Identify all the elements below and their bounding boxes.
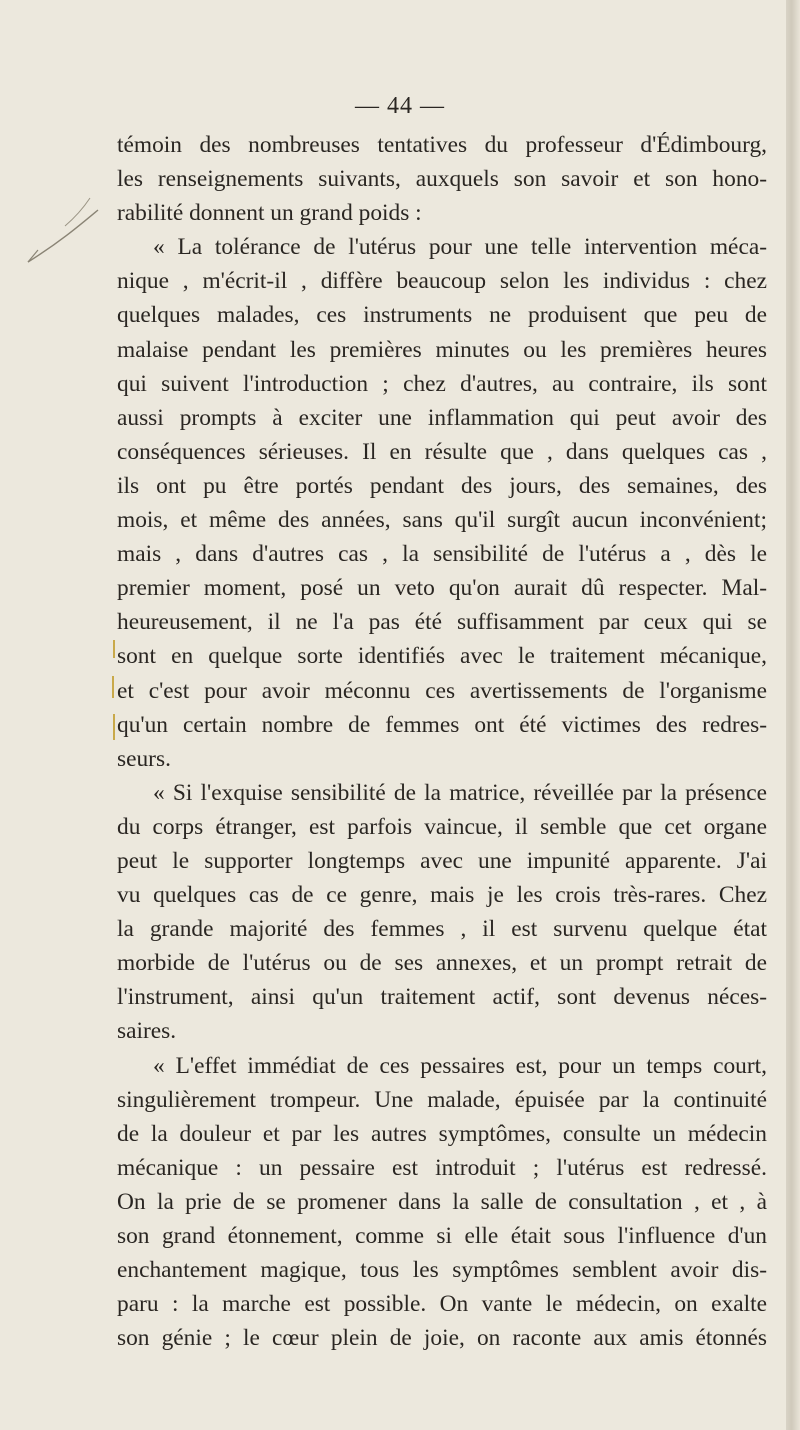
page-edge (786, 0, 800, 1430)
text-line: saires. (117, 1018, 177, 1045)
text-line: singulièrement trompeur. Une malade, épuisée par la continuité (117, 1086, 767, 1113)
text-line: enchantement magique, tous les symptômes semblent avoir dis- (117, 1257, 767, 1284)
text-line: de la douleur et par les autres symptômes, consulte un médecin (117, 1120, 767, 1147)
text-line: les renseignements suivants, auxquels son savoir et son hono- (117, 166, 767, 193)
text-line: et c'est pour avoir méconnu ces avertissements de l'organisme (117, 677, 767, 704)
text-line: « L'effet immédiat de ces pessaires est, pour un temps court, (153, 1052, 767, 1079)
text-line: qui suivent l'introduction ; chez d'autres, au contraire, ils sont (117, 370, 767, 397)
text-line: mécanique : un pessaire est introduit ; l'utérus est redressé. (117, 1154, 767, 1181)
text-line: heureusement, il ne l'a pas été suffisamment par ceux qui se (117, 609, 767, 636)
text-line: seurs. (117, 745, 171, 772)
text-line: paru : la marche est possible. On vante le médecin, on exalte (117, 1291, 767, 1318)
text-line: mois, et même des années, sans qu'il surgît aucun inconvénient; (117, 507, 767, 534)
text-line: aussi prompts à exciter une inflammation qui peut avoir des (117, 404, 767, 431)
text-line: du corps étranger, est parfois vaincue, il semble que cet organe (117, 813, 767, 840)
text-line: son génie ; le cœur plein de joie, on raconte aux amis étonnés (117, 1325, 767, 1352)
text-line: la grande majorité des femmes , il est survenu quelque état (117, 916, 767, 943)
text-line: sont en quelque sorte identifiés avec le traitement mécanique, (117, 643, 767, 670)
body-text (117, 128, 767, 1355)
text-line: quelques malades, ces instruments ne produisent que peu de (117, 302, 767, 329)
text-line: « Si l'exquise sensibilité de la matrice, réveillée par la présence (153, 779, 767, 806)
text-line: ils ont pu être portés pendant des jours, des semaines, des (117, 472, 767, 499)
pencil-annotation-mark (20, 180, 100, 290)
text-line: rabilité donnent un grand poids : (117, 200, 422, 227)
text-line: premier moment, posé un veto qu'on aurait dû respecter. Mal- (117, 575, 767, 602)
text-line: mais , dans d'autres cas , la sensibilité de l'utérus a , dès le (117, 541, 767, 568)
text-line: peut le supporter longtemps avec une impunité apparente. J'ai (117, 847, 767, 874)
text-line: son grand étonnement, comme si elle était sous l'influence d'un (117, 1223, 767, 1249)
text-line: nique , m'écrit-il , diffère beaucoup selon les individus : chez (117, 268, 767, 295)
text-line: conséquences sérieuses. Il en résulte que , dans quelques cas , (117, 438, 767, 465)
text-line: l'instrument, ainsi qu'un traitement actif, sont devenus néces- (117, 984, 767, 1011)
text-line: malaise pendant les premières minutes ou les premières heures (117, 336, 767, 363)
text-line: On la prie de se promener dans la salle de consultation , et , à (117, 1188, 767, 1215)
text-line: morbide de l'utérus ou de ses annexes, et un prompt retrait de (117, 950, 767, 977)
page-number: — 44 — (355, 93, 445, 119)
text-line: témoin des nombreuses tentatives du professeur d'Édimbourg, (117, 132, 767, 158)
text-line: vu quelques cas de ce genre, mais je les crois très-rares. Chez (117, 882, 767, 909)
text-line: qu'un certain nombre de femmes ont été victimes des redres- (117, 711, 767, 738)
text-line: « La tolérance de l'utérus pour une telle intervention méca- (153, 234, 767, 261)
